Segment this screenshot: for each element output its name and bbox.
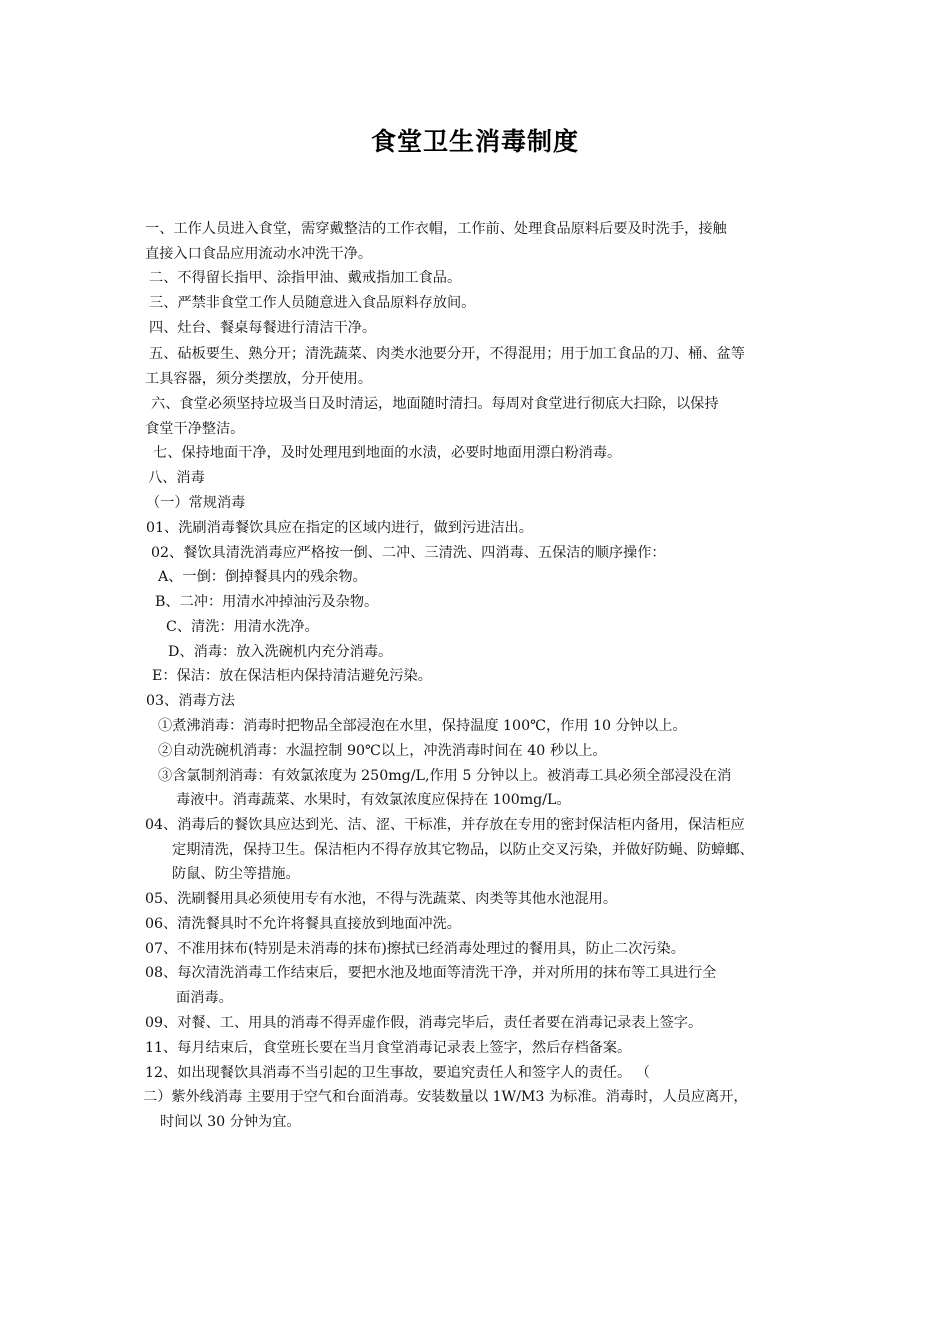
paragraph-line: 07、不准用抹布(特别是未消毒的抹布)擦拭已经消毒处理过的餐用具，防止二次污染。	[145, 941, 685, 957]
paragraph-line: 毒液中。消毒蔬菜、水果时，有效氯浓度应保持在 100mg/L。	[176, 792, 571, 808]
paragraph-line: 七、保持地面干净，及时处理甩到地面的水渍，必要时地面用漂白粉消毒。	[153, 445, 622, 461]
paragraph-line: 食堂干净整洁。	[145, 421, 245, 437]
paragraph-line: 定期清洗，保持卫生。保洁柜内不得存放其它物品，以防止交叉污染，并做好防蝇、防蟑螂、	[172, 842, 754, 858]
paragraph-line: 五、砧板要生、熟分开；清洗蔬菜、肉类水池要分开，不得混用；用于加工食品的刀、桶、盆等	[149, 346, 745, 362]
document-title: 食堂卫生消毒制度	[370, 127, 579, 156]
paragraph-line: 05、洗刷餐用具必须使用专有水池，不得与洗蔬菜、肉类等其他水池混用。	[145, 891, 618, 907]
paragraph-line: 二、不得留长指甲、涂指甲油、戴戒指加工食品。	[149, 270, 462, 286]
paragraph-line: 六、食堂必须坚持垃圾当日及时清运，地面随时清扫。每周对食堂进行彻底大扫除，以保持	[151, 396, 719, 412]
paragraph-line: 09、对餐、工、用具的消毒不得弄虚作假，消毒完毕后，责任者要在消毒记录表上签字。	[145, 1015, 703, 1031]
paragraph-line: B、二冲：用清水冲掉油污及杂物。	[155, 594, 379, 610]
paragraph-line: 直接入口食品应用流动水冲洗干净。	[145, 246, 373, 262]
paragraph-line: ③含氯制剂消毒：有效氯浓度为 250mg/L,作用 5 分钟以上。被消毒工具必须全部浸没在消	[158, 768, 732, 784]
paragraph-line: 三、严禁非食堂工作人员随意进入食品原料存放间。	[149, 295, 476, 311]
paragraph-line: 面消毒。	[176, 990, 233, 1006]
paragraph-line: 04、消毒后的餐饮具应达到光、洁、涩、干标准，并存放在专用的密封保洁柜内备用，保洁柜应	[145, 817, 745, 833]
paragraph-line: E：保洁：放在保洁柜内保持清洁避免污染。	[152, 668, 432, 684]
paragraph-line: 时间以 30 分钟为宜。	[160, 1114, 301, 1130]
paragraph-line: 12、如出现餐饮具消毒不当引起的卫生事故，要追究责任人和签字人的责任。 （	[145, 1065, 650, 1081]
paragraph-line: （一）常规消毒	[146, 495, 246, 511]
paragraph-line: C、清洗：用清水洗净。	[166, 619, 319, 635]
paragraph-line: 02、餐饮具清洗消毒应严格按一倒、二冲、三清洗、四消毒、五保洁的顺序操作：	[151, 545, 666, 561]
paragraph-line: 06、清洗餐具时不允许将餐具直接放到地面冲洗。	[145, 916, 461, 932]
paragraph-line: D、消毒：放入洗碗机内充分消毒。	[168, 644, 393, 660]
paragraph-line: 四、灶台、餐桌每餐进行清洁干净。	[149, 320, 377, 336]
paragraph-line: 八、消毒	[148, 470, 205, 486]
paragraph-line: 二）紫外线消毒 主要用于空气和台面消毒。安装数量以 1W/M3 为标准。消毒时，人员应离开，	[143, 1089, 748, 1105]
paragraph-line: 一、工作人员进入食堂，需穿戴整洁的工作衣帽，工作前、处理食品原料后要及时洗手，接触	[145, 221, 727, 237]
paragraph-line: 08、每次清洗消毒工作结束后，要把水池及地面等清洗干净，并对所用的抹布等工具进行全	[145, 965, 717, 981]
paragraph-line: 03、消毒方法	[146, 693, 235, 709]
paragraph-line: 工具容器，须分类摆放，分开使用。	[145, 371, 373, 387]
paragraph-line: ①煮沸消毒：消毒时把物品全部浸泡在水里，保持温度 100℃，作用 10 分钟以上。	[158, 718, 687, 734]
paragraph-line: ②自动洗碗机消毒：水温控制 90℃以上，冲洗消毒时间在 40 秒以上。	[158, 743, 607, 759]
paragraph-line: 防鼠、防尘等措施。	[172, 866, 300, 882]
paragraph-line: A、一倒：倒掉餐具内的残余物。	[158, 569, 367, 585]
paragraph-line: 01、洗刷消毒餐饮具应在指定的区域内进行，做到污进洁出。	[146, 520, 533, 536]
paragraph-line: 11、每月结束后，食堂班长要在当月食堂消毒记录表上签字，然后存档备案。	[145, 1040, 632, 1056]
